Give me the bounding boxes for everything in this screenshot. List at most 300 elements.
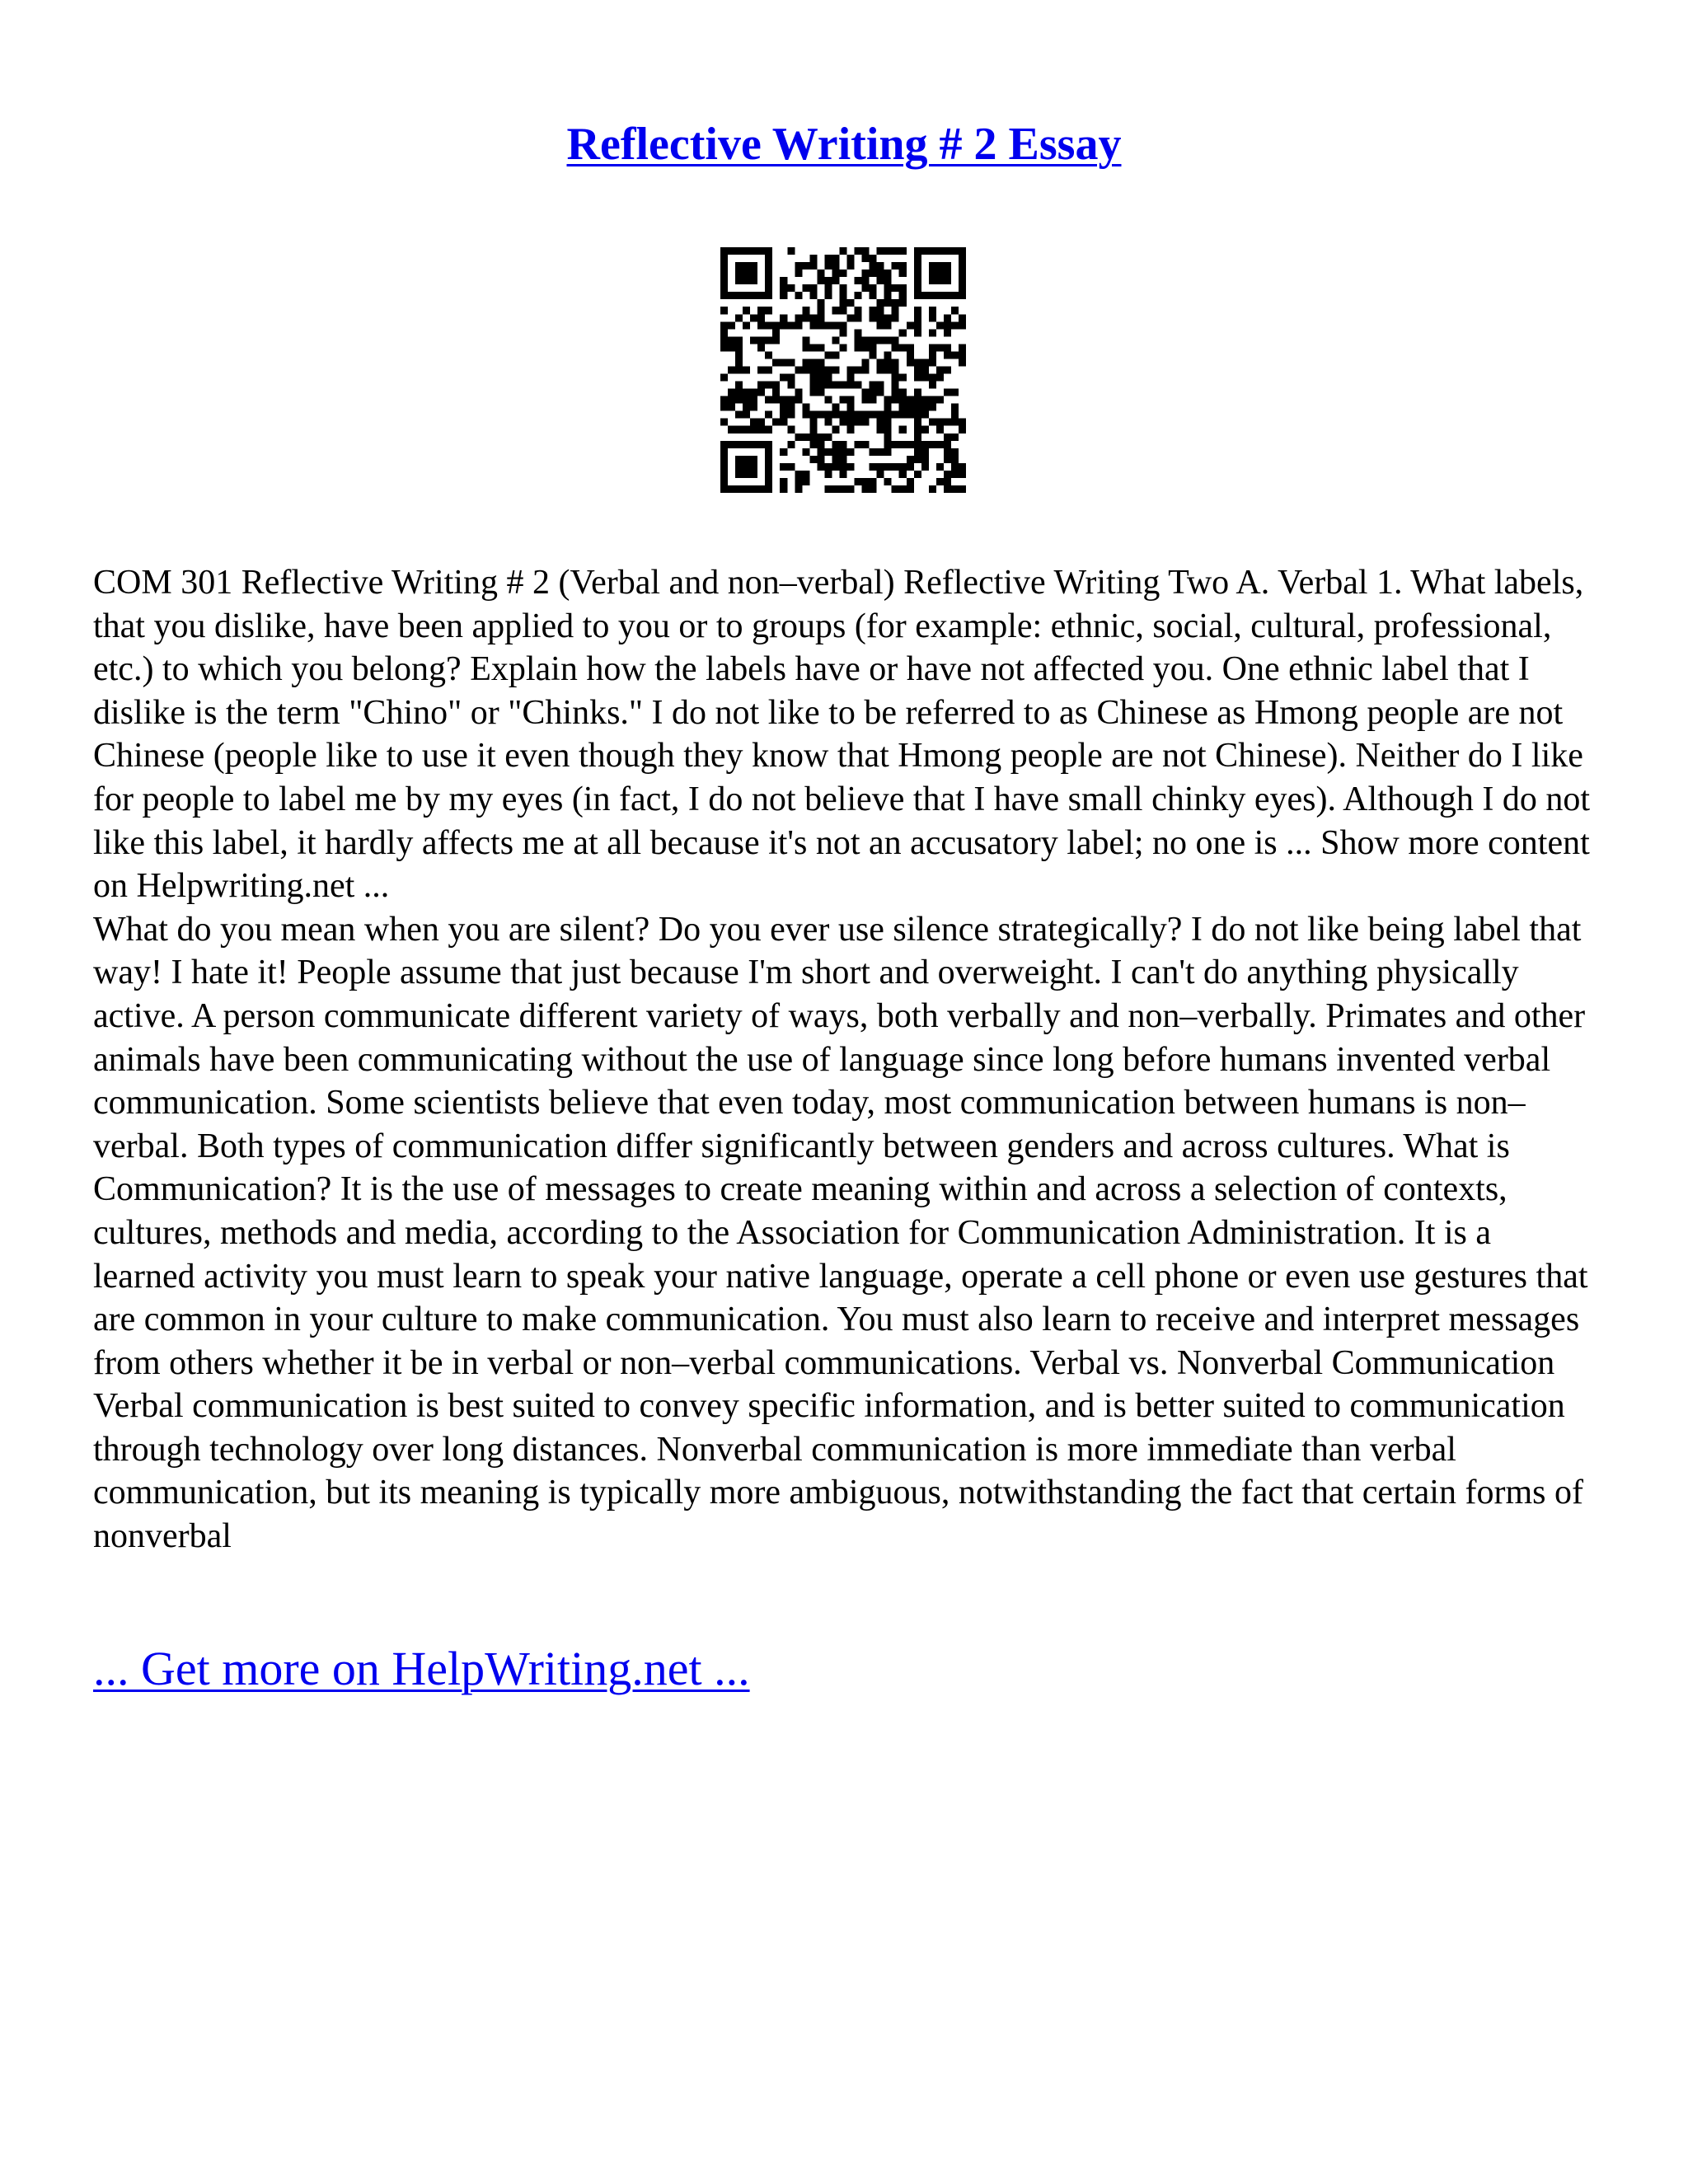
qr-module (884, 366, 892, 373)
qr-module (795, 471, 802, 478)
qr-module (929, 419, 936, 426)
qr-module (735, 411, 743, 419)
qr-module (750, 262, 757, 269)
qr-module (802, 344, 809, 351)
qr-module (929, 247, 936, 255)
qr-module (936, 441, 944, 448)
qr-module (809, 456, 817, 463)
qr-module (832, 463, 839, 471)
qr-module (772, 396, 780, 404)
qr-module (772, 382, 780, 389)
qr-module (839, 292, 846, 299)
qr-module (824, 382, 832, 389)
qr-module (839, 463, 846, 471)
qr-module (832, 382, 839, 389)
qr-module (720, 277, 728, 284)
qr-module (787, 284, 795, 292)
qr-module (824, 419, 832, 426)
qr-module (780, 292, 787, 299)
qr-module (832, 366, 839, 373)
qr-module (839, 299, 846, 307)
qr-module (862, 277, 870, 284)
qr-module (855, 382, 862, 389)
qr-module (765, 336, 772, 344)
qr-module (944, 344, 951, 351)
qr-module (855, 344, 862, 351)
qr-module (743, 307, 750, 314)
qr-module (735, 463, 743, 471)
qr-module (944, 441, 951, 448)
qr-module (757, 247, 765, 255)
get-more-link[interactable]: ... Get more on HelpWriting.net ... (93, 1642, 750, 1695)
qr-module (817, 314, 824, 321)
qr-module (750, 485, 757, 493)
qr-module (944, 329, 951, 336)
qr-module (802, 478, 809, 485)
qr-module (765, 284, 772, 292)
qr-module (765, 366, 772, 373)
qr-module (929, 307, 936, 314)
qr-module (884, 299, 892, 307)
qr-module (959, 426, 966, 434)
qr-module (817, 441, 824, 448)
qr-module (907, 411, 914, 419)
qr-module (862, 389, 870, 396)
qr-module (921, 374, 929, 382)
qr-module (892, 359, 899, 366)
qr-module (877, 448, 884, 456)
qr-module (944, 351, 951, 359)
qr-module (847, 374, 855, 382)
qr-module (802, 314, 809, 321)
qr-module (787, 426, 795, 434)
qr-module (870, 411, 877, 419)
qr-module (750, 404, 757, 411)
qr-module (907, 351, 914, 359)
qr-module (824, 262, 832, 269)
qr-module (832, 277, 839, 284)
qr-module (817, 344, 824, 351)
qr-module (772, 419, 780, 426)
qr-module (907, 321, 914, 329)
qr-module (735, 269, 743, 277)
qr-module (839, 411, 846, 419)
qr-module (757, 485, 765, 493)
qr-module (929, 269, 936, 277)
qr-module (870, 344, 877, 351)
qr-module (936, 478, 944, 485)
qr-module (795, 314, 802, 321)
qr-module (855, 292, 862, 299)
page-title-link[interactable]: Reflective Writing # 2 Essay (566, 119, 1122, 170)
qr-module (959, 344, 966, 351)
qr-module (959, 419, 966, 426)
qr-module (787, 382, 795, 389)
qr-module (832, 426, 839, 434)
qr-module (914, 314, 921, 321)
qr-module (951, 419, 959, 426)
qr-module (862, 255, 870, 262)
qr-module (944, 321, 951, 329)
qr-module (914, 396, 921, 404)
qr-module (780, 284, 787, 292)
qr-module (951, 463, 959, 471)
qr-module (832, 411, 839, 419)
qr-module (832, 448, 839, 456)
qr-module (787, 441, 795, 448)
qr-module (914, 321, 921, 329)
qr-module (884, 419, 892, 426)
qr-module (765, 441, 772, 448)
qr-module (936, 247, 944, 255)
qr-module (877, 382, 884, 389)
qr-module (936, 374, 944, 382)
qr-module (750, 247, 757, 255)
qr-module (870, 448, 877, 456)
qr-module (944, 262, 951, 269)
qr-module (855, 247, 862, 255)
qr-module (743, 441, 750, 448)
qr-module (899, 411, 907, 419)
qr-module (959, 284, 966, 292)
qr-module (735, 471, 743, 478)
qr-module (847, 299, 855, 307)
qr-module (765, 463, 772, 471)
qr-module (892, 374, 899, 382)
qr-module (907, 441, 914, 448)
qr-module (907, 478, 914, 485)
qr-module (824, 374, 832, 382)
qr-module (959, 321, 966, 329)
qr-module (899, 284, 907, 292)
qr-module (862, 366, 870, 373)
qr-module (855, 277, 862, 284)
qr-module (884, 478, 892, 485)
qr-module (936, 463, 944, 471)
qr-module (780, 485, 787, 493)
qr-module (884, 404, 892, 411)
qr-module (936, 262, 944, 269)
qr-module (817, 448, 824, 456)
qr-module (809, 255, 817, 262)
qr-module (824, 255, 832, 262)
qr-module (809, 434, 817, 441)
qr-module (855, 411, 862, 419)
qr-module (720, 321, 728, 329)
qr-module (877, 336, 884, 344)
qr-module (892, 389, 899, 396)
qr-module (914, 374, 921, 382)
qr-module (780, 463, 787, 471)
qr-module (735, 382, 743, 389)
qr-module (914, 247, 921, 255)
qr-module (877, 269, 884, 277)
qr-module (809, 374, 817, 382)
qr-module (743, 456, 750, 463)
qr-module (892, 307, 899, 314)
qr-module (914, 448, 921, 456)
qr-module (884, 396, 892, 404)
qr-module (907, 404, 914, 411)
qr-module (832, 456, 839, 463)
qr-module (870, 336, 877, 344)
qr-module (735, 344, 743, 351)
qr-module (907, 344, 914, 351)
qr-module (780, 321, 787, 329)
qr-module (877, 411, 884, 419)
qr-module (720, 448, 728, 456)
qr-module (743, 485, 750, 493)
qr-module (817, 321, 824, 329)
qr-module (839, 448, 846, 456)
qr-module (944, 456, 951, 463)
qr-module (750, 314, 757, 321)
qr-module (757, 441, 765, 448)
qr-module (809, 426, 817, 434)
qr-module (914, 419, 921, 426)
qr-module (765, 247, 772, 255)
qr-module (959, 463, 966, 471)
qr-module (839, 471, 846, 478)
qr-module (951, 448, 959, 456)
qr-module (899, 389, 907, 396)
qr-module (877, 419, 884, 426)
qr-module (921, 247, 929, 255)
qr-module (870, 485, 877, 493)
qr-module (877, 426, 884, 434)
qr-module (877, 471, 884, 478)
qr-module (765, 456, 772, 463)
qr-module (959, 255, 966, 262)
qr-module (824, 448, 832, 456)
qr-module (892, 262, 899, 269)
qr-module (884, 411, 892, 419)
qr-module (795, 269, 802, 277)
qr-module (824, 277, 832, 284)
qr-module (944, 448, 951, 456)
qr-module (936, 277, 944, 284)
qr-module (735, 292, 743, 299)
qr-module (780, 411, 787, 419)
qr-module (870, 284, 877, 292)
qr-module (862, 247, 870, 255)
qr-module (765, 292, 772, 299)
qr-module (839, 441, 846, 448)
qr-module (907, 359, 914, 366)
qr-module (936, 344, 944, 351)
qr-module (765, 485, 772, 493)
qr-module (884, 314, 892, 321)
qr-module (832, 485, 839, 493)
qr-module (757, 292, 765, 299)
qr-module (809, 382, 817, 389)
qr-module (944, 471, 951, 478)
qr-module (824, 485, 832, 493)
qr-module (728, 344, 735, 351)
qr-module (824, 463, 832, 471)
qr-module (951, 321, 959, 329)
qr-module (892, 336, 899, 344)
qr-module (772, 389, 780, 396)
qr-module (944, 366, 951, 373)
qr-module (795, 292, 802, 299)
qr-module (892, 463, 899, 471)
qr-module (929, 262, 936, 269)
qr-module (728, 426, 735, 434)
qr-module (832, 441, 839, 448)
qr-module (780, 277, 787, 284)
qr-module (855, 329, 862, 336)
qr-module (720, 396, 728, 404)
qr-module (832, 262, 839, 269)
qr-module (944, 419, 951, 426)
qr-module (817, 463, 824, 471)
qr-module (907, 485, 914, 493)
qr-module (817, 269, 824, 277)
qr-module (914, 426, 921, 434)
qr-module (787, 321, 795, 329)
qr-module (743, 396, 750, 404)
essay-paragraph-2: What do you mean when you are silent? Do you ever use silence strategically? I do not like being label that way! I hate it! People assume that just because I'm short and overweight. I can't do anything physically active. A person communicate different variety of ways, both verbally and non–verbally. Primates and other animals have been communicating without the use of language since long before humans invented verbal communication. Some scientists believe that even today, most communication between humans is non–verbal. Both types of communication differ significantly between genders and across cultures. What is Communication? It is the use of messages to create meaning within and across a selection of contexts, cultures, methods and media, according to the Association for Communication Administration. It is a learned activity you must learn to speak your native language, operate a cell phone or even use gestures that are common in your culture to make communication. You must also learn to receive and interpret messages from others whether it be in verbal or non–verbal communications. Verbal vs. Nonverbal Communication Verbal communication is best suited to convey specific information, and is better suited to communication through technology over long distances. Nonverbal communication is more immediate than verbal communication, but its meaning is typically more ambiguous, notwithstanding the fact that certain forms of nonverbal (93, 910, 1588, 1556)
qr-module (914, 441, 921, 448)
qr-module (802, 307, 809, 314)
qr-module (884, 448, 892, 456)
qr-module (809, 321, 817, 329)
qr-module (743, 321, 750, 329)
qr-module (817, 277, 824, 284)
qr-module (884, 284, 892, 292)
qr-module (757, 366, 765, 373)
qr-module (847, 404, 855, 411)
qr-module (765, 269, 772, 277)
qr-module (847, 448, 855, 456)
qr-module (787, 396, 795, 404)
qr-module (757, 336, 765, 344)
qr-module (787, 411, 795, 419)
qr-module (795, 478, 802, 485)
qr-module (743, 389, 750, 396)
qr-module (824, 292, 832, 299)
qr-module (802, 434, 809, 441)
qr-module (914, 307, 921, 314)
qr-module (765, 277, 772, 284)
qr-module (735, 277, 743, 284)
qr-module (944, 277, 951, 284)
qr-module (743, 366, 750, 373)
qr-module (720, 404, 728, 411)
qr-module (743, 426, 750, 434)
qr-module (914, 359, 921, 366)
qr-module (847, 262, 855, 269)
qr-module (780, 404, 787, 411)
qr-module (951, 485, 959, 493)
qr-module (750, 277, 757, 284)
qr-module (787, 404, 795, 411)
qr-module (720, 336, 728, 344)
qr-module (855, 307, 862, 314)
qr-module (847, 419, 855, 426)
qr-module (720, 292, 728, 299)
qr-module (735, 247, 743, 255)
qr-module (870, 269, 877, 277)
essay-paragraph-1: COM 301 Reflective Writing # 2 (Verbal and non–verbal) Reflective Writing Two A. Verbal 1. What labels, that you dislike, have been applied to you or to groups (for example: ethnic, social, cultural, professional, etc.) to which you belong? Explain how the labels have or have not affected you. One ethnic label that I dislike is the term "Chino" or "Chinks." I do not like to be referred to as Chinese as Hmong people are not Chinese (people like to use it even though they know that Hmong people are not Chinese). Neither do I like for people to label me by my eyes (in fact, I do not believe that I have small chinky eyes). Although I do not like this label, it hardly affects me at all because it's not an accusatory label; no one is ... Show more content on Helpwriting.net ... (93, 564, 1591, 906)
qr-module (757, 314, 765, 321)
qr-module (750, 456, 757, 463)
qr-module (787, 247, 795, 255)
qr-module (765, 471, 772, 478)
qr-module (728, 396, 735, 404)
qr-module (914, 255, 921, 262)
qr-module (921, 456, 929, 463)
qr-module (720, 307, 728, 314)
qr-module (809, 419, 817, 426)
qr-module (877, 321, 884, 329)
qr-module (735, 441, 743, 448)
qr-module (884, 247, 892, 255)
qr-module (743, 471, 750, 478)
qr-module (899, 471, 907, 478)
qr-module (802, 366, 809, 373)
qr-module (847, 366, 855, 373)
qr-module (944, 247, 951, 255)
qr-module (809, 359, 817, 366)
qr-module (877, 366, 884, 373)
qr-module (870, 389, 877, 396)
qr-module (817, 456, 824, 463)
qr-module (936, 419, 944, 426)
qr-module (839, 247, 846, 255)
qr-module (735, 456, 743, 463)
qr-module (870, 396, 877, 404)
qr-module (899, 344, 907, 351)
qr-code-icon (720, 247, 966, 493)
qr-module (870, 382, 877, 389)
qr-module (809, 411, 817, 419)
qr-module (824, 366, 832, 373)
qr-module (735, 389, 743, 396)
qr-module (728, 336, 735, 344)
qr-module (884, 426, 892, 434)
qr-module (735, 366, 743, 373)
qr-module (862, 419, 870, 426)
qr-module (839, 269, 846, 277)
qr-module (720, 269, 728, 277)
qr-module (802, 471, 809, 478)
qr-module (735, 426, 743, 434)
qr-module (929, 382, 936, 389)
qr-module (824, 321, 832, 329)
qr-module (862, 284, 870, 292)
qr-module (743, 463, 750, 471)
qr-module (728, 404, 735, 411)
qr-module (720, 471, 728, 478)
qr-module (809, 366, 817, 373)
qr-module (855, 441, 862, 448)
qr-module (795, 434, 802, 441)
qr-module (899, 426, 907, 434)
qr-module (862, 478, 870, 485)
qr-module (899, 396, 907, 404)
qr-module (921, 426, 929, 434)
qr-module (802, 262, 809, 269)
qr-module (720, 456, 728, 463)
qr-module (839, 344, 846, 351)
qr-module (936, 321, 944, 329)
qr-module (862, 485, 870, 493)
qr-module (847, 426, 855, 434)
qr-module (809, 292, 817, 299)
qr-module (839, 396, 846, 404)
